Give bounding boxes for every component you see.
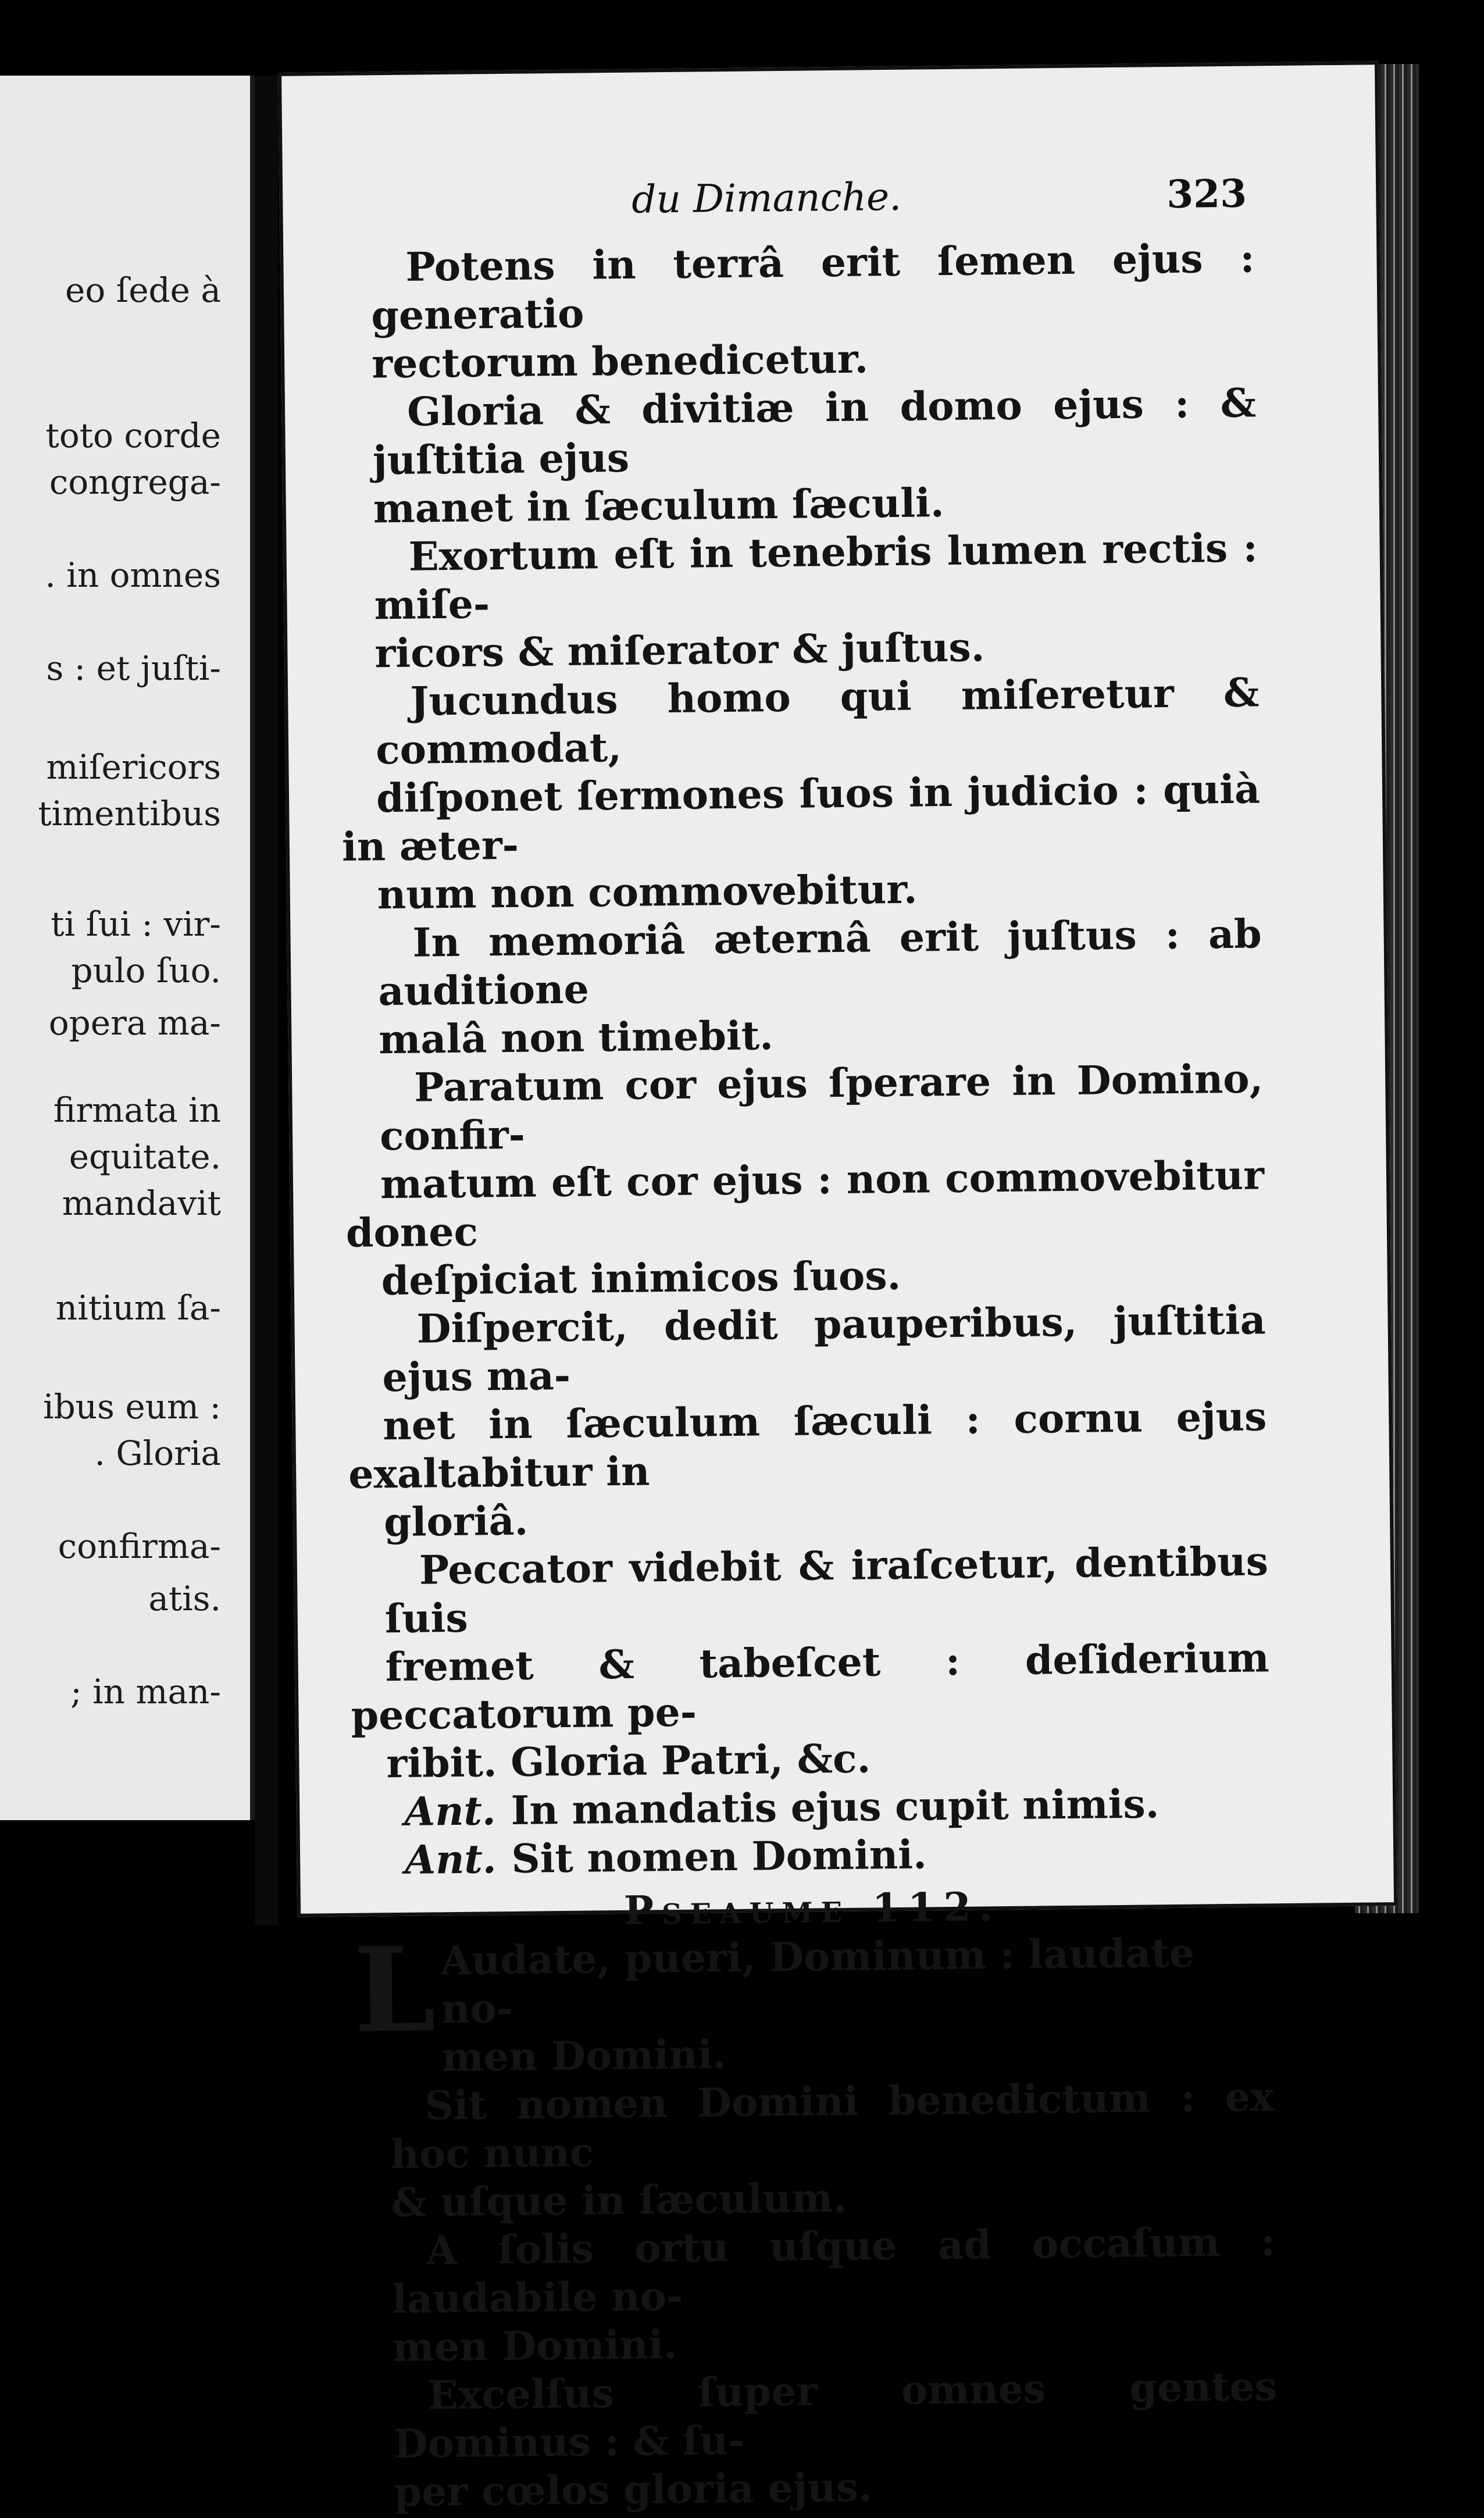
verse-line: Exortum eſt in tenebris lumen rectis : miſe- — [374, 525, 1258, 629]
verse-line: diſponet ſermones ſuos in judicio : quià in æter- — [341, 766, 1261, 871]
left-page-line: atis. — [148, 1579, 221, 1618]
verse-line: men Domini. — [441, 2031, 727, 2081]
verse-line: Sit nomen Domini benedictum : ex hoc nunc — [390, 2074, 1274, 2178]
verse — [355, 2073, 1275, 2228]
antiphon-label: Ant. — [404, 1788, 497, 1835]
verse-line: ricors & miſerator & juſtus. — [374, 624, 985, 677]
verse — [337, 379, 1258, 534]
left-page-line: s : et juſti- — [46, 648, 221, 688]
left-page-line: nitium ſa- — [55, 1288, 221, 1328]
verse — [344, 1055, 1265, 1306]
verse — [336, 234, 1256, 389]
verse — [347, 1296, 1268, 1547]
verse-line: Potens in terrâ erit ſemen ejus : generatio — [370, 235, 1255, 340]
verse-line: ribit. Gloria Patri, &c. — [386, 1735, 871, 1788]
psalm-title: Pseaume 112. — [623, 1884, 1001, 1934]
left-page-line: mandavit — [62, 1183, 221, 1223]
left-page-line: . Gloria — [94, 1433, 221, 1473]
verse-line: & uſque in ſæculum. — [390, 2174, 847, 2227]
verse-line: Excelſus ſuper omnes gentes Dominus : & ſu- — [393, 2363, 1278, 2468]
verse-line: manet in ſæculum ſæculi. — [373, 480, 945, 533]
verse-line: rectorum benedicetur. — [371, 336, 869, 388]
antiphon — [352, 1779, 1271, 1837]
verse — [356, 2218, 1277, 2373]
antiphon-text: In mandatis ejus cupit nimis. — [511, 1781, 1160, 1834]
verse-line: Jucundus homo qui miſeretur & commodat, — [375, 669, 1260, 774]
page-body — [336, 234, 1278, 2517]
antiphon-text: Sit nomen Domini. — [511, 1831, 928, 1882]
left-page-line: eo ſede à — [65, 270, 221, 310]
antiphon — [352, 1827, 1272, 1885]
verse — [358, 2363, 1278, 2517]
left-page-line: opera ma- — [48, 1003, 221, 1043]
left-page-line: ti ſui : vir- — [51, 904, 221, 944]
drop-cap: L — [353, 1921, 437, 2059]
left-page-line: firmata in — [53, 1090, 221, 1130]
verse — [349, 1538, 1271, 1789]
verse-line: men Domini. — [392, 2321, 677, 2371]
verse-line: In memoriâ æternâ erit juſtus : ab auditione — [378, 911, 1262, 1015]
verse-line: net in ſæculum ſæculi : cornu ejus exaltabitur in — [348, 1393, 1267, 1498]
verse-line: Audate, pueri, Dominum : laudate no- — [440, 1929, 1195, 2033]
left-page-line: timentibus — [38, 794, 221, 833]
page-header — [283, 169, 1376, 233]
verse-line: Paratum cor ejus ſperare in Domino, confir- — [379, 1055, 1264, 1160]
psalm-opening — [353, 1921, 1274, 2083]
verse-line: A ſolis ortu uſque ad occaſum : laudabile no- — [391, 2219, 1276, 2323]
verse-line: matum eſt cor ejus : non commovebitur donec — [345, 1152, 1265, 1257]
page-number: 323 — [1166, 170, 1247, 217]
right-page — [278, 61, 1397, 2516]
verse — [340, 669, 1261, 920]
verse — [338, 524, 1259, 679]
verse-line: Gloria & divitiæ in domo ejus : & juſtitia ejus — [372, 380, 1257, 484]
verse-line: Peccator videbit & iraſcetur, dentibus ſuis — [384, 1538, 1269, 1643]
running-head: du Dimanche. — [631, 174, 902, 222]
left-page-line: toto corde — [45, 416, 221, 455]
left-page-line: confirma- — [58, 1527, 221, 1566]
verse-line: num non commovebitur. — [377, 866, 918, 919]
verse-line: gloriâ. — [383, 1497, 529, 1546]
verse-line: Diſpercit, dedit pauperibus, juſtitia ejus ma- — [382, 1297, 1266, 1401]
verse-line: malâ non timebit. — [379, 1012, 774, 1064]
book-gutter — [255, 76, 278, 1925]
left-page-line: ibus eum : — [43, 1387, 221, 1426]
verse-line: per cœlos gloria ejus. — [394, 2464, 873, 2516]
verse-line: deſpiciat inimicos ſuos. — [381, 1252, 901, 1305]
left-page-line: pulo ſuo. — [71, 951, 221, 990]
left-page-line: congrega- — [49, 462, 221, 502]
left-page — [0, 76, 255, 1820]
verse-line: fremet & tabeſcet : deſiderium peccatorum pe- — [351, 1635, 1270, 1739]
left-page-line: ; in man- — [70, 1672, 221, 1711]
left-page-line: equitate. — [69, 1137, 221, 1176]
left-page-line: . in omnes — [45, 555, 221, 595]
antiphon-label: Ant. — [404, 1836, 497, 1884]
left-page-line: miſericors — [46, 747, 221, 787]
verse — [343, 910, 1263, 1065]
